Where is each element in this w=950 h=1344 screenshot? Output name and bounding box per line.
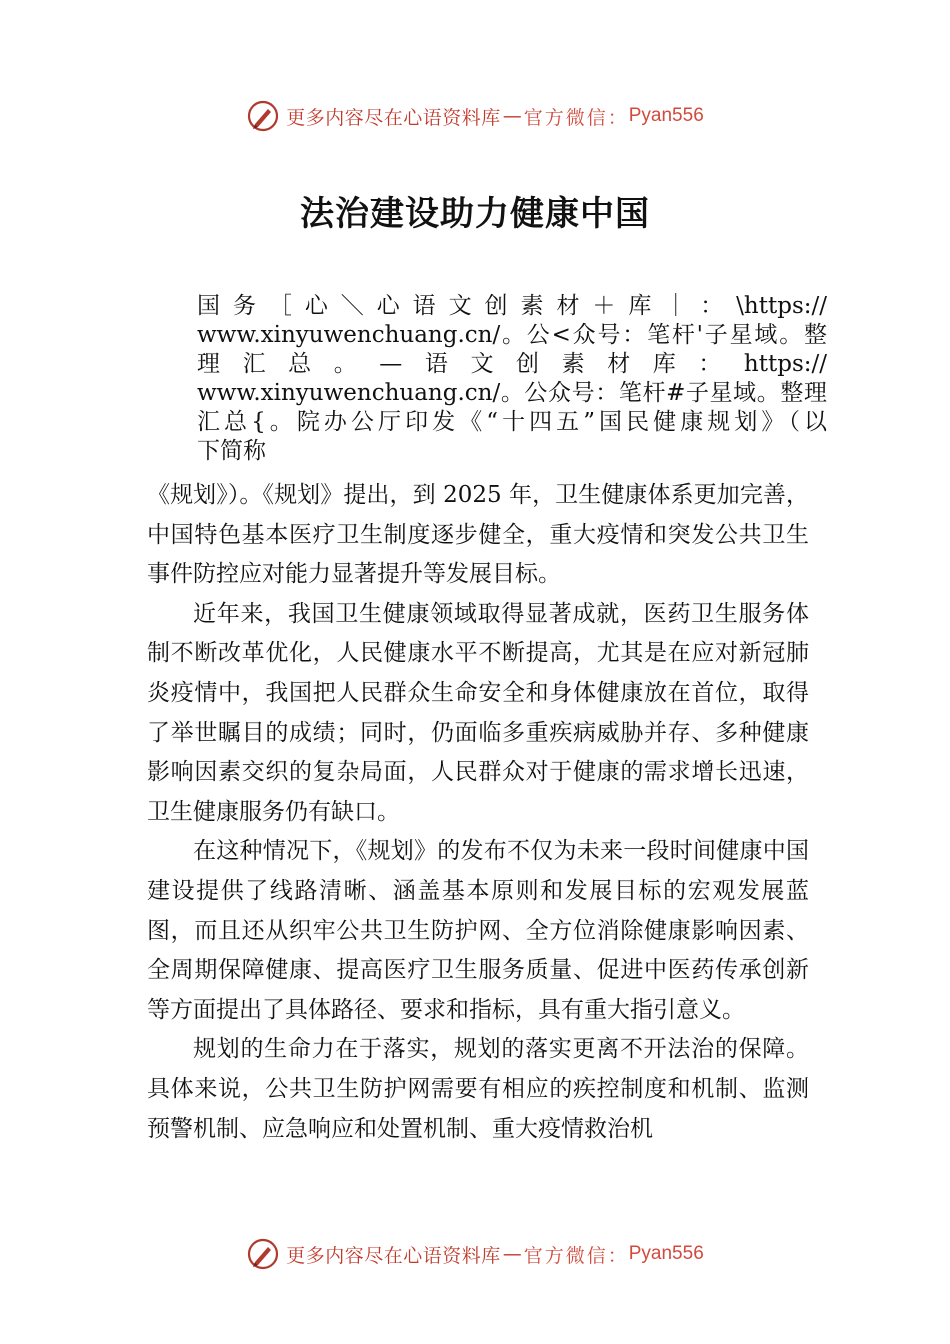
paragraph: 规划的生命力在于落实，规划的落实更离不开法治的保障。具体来说，公共卫生防护网需要有相应的疾控制度和机制、监测预警机制、应急响应和处置机制、重大疫情救治机 — [147, 1036, 809, 1142]
banner-text: 更多内容尽在心语资料库 — [286, 1244, 501, 1267]
banner-wechat-label: 官方微信： — [523, 1244, 629, 1267]
paragraph: 《规划》）。《规划》提出，到 2025 年，卫生健康体系更加完善，中国特色基本医疗卫生制度逐步健全，重大疫情和突发公共卫生事件防控应对能力显著提升等发展目标。 — [147, 482, 809, 588]
intro-line: 国务［心＼心语文创素材＋库｜：\https:// — [197, 293, 827, 319]
banner-wechat-id: Pyan556 — [628, 105, 704, 126]
banner-text: 更多内容尽在心语资料库 — [286, 106, 501, 129]
intro-line: 下简称 — [197, 438, 266, 464]
intro-line: 理汇总。—语文创素材库：https:// — [197, 351, 827, 377]
intro-line: www.xinyuwenchuang.cn/。公众号：笔杆#子星域。整理 — [197, 380, 827, 406]
footer-banner — [0, 1234, 950, 1274]
banner-separator: — — [502, 105, 522, 127]
pen-logo-icon — [246, 1237, 280, 1271]
header-banner — [0, 96, 950, 136]
paragraph: 在这种情况下，《规划》的发布不仅为未来一段时间健康中国建设提供了线路清晰、涵盖基本原则和发展目标的宏观发展蓝图，而且还从织牢公共卫生防护网、全方位消除健康影响因素、全周期保障健康、提高医疗卫生服务质量、促进中医药传承创新等方面提出了具体路径、要求和指标，具有重大指引意义。 — [147, 838, 809, 1023]
paragraph: 近年来，我国卫生健康领域取得显著成就，医药卫生服务体制不断改革优化，人民健康水平不断提高，尤其是在应对新冠肺炎疫情中，我国把人民群众生命安全和身体健康放在首位，取得了举世瞩目的成绩；同时，仍面临多重疾病威胁并存、多种健康影响因素交织的复杂局面，人民群众对于健康的需求增长迅速，卫生健康服务仍有缺口。 — [147, 600, 809, 825]
banner-separator: — — [502, 1243, 522, 1265]
banner-wechat-id: Pyan556 — [628, 1243, 704, 1264]
page-title: 法治建设助力健康中国 — [300, 194, 650, 234]
banner-wechat-label: 官方微信： — [523, 106, 629, 129]
body-text — [147, 476, 809, 1149]
pen-logo-icon — [246, 99, 280, 133]
intro-line: 汇总{。院办公厅印发《“十四五”国民健康规划》（以 — [197, 409, 827, 435]
intro-block — [197, 292, 827, 466]
intro-line: www.xinyuwenchuang.cn/。公<众号：笔杆'子星域。整 — [197, 322, 827, 348]
